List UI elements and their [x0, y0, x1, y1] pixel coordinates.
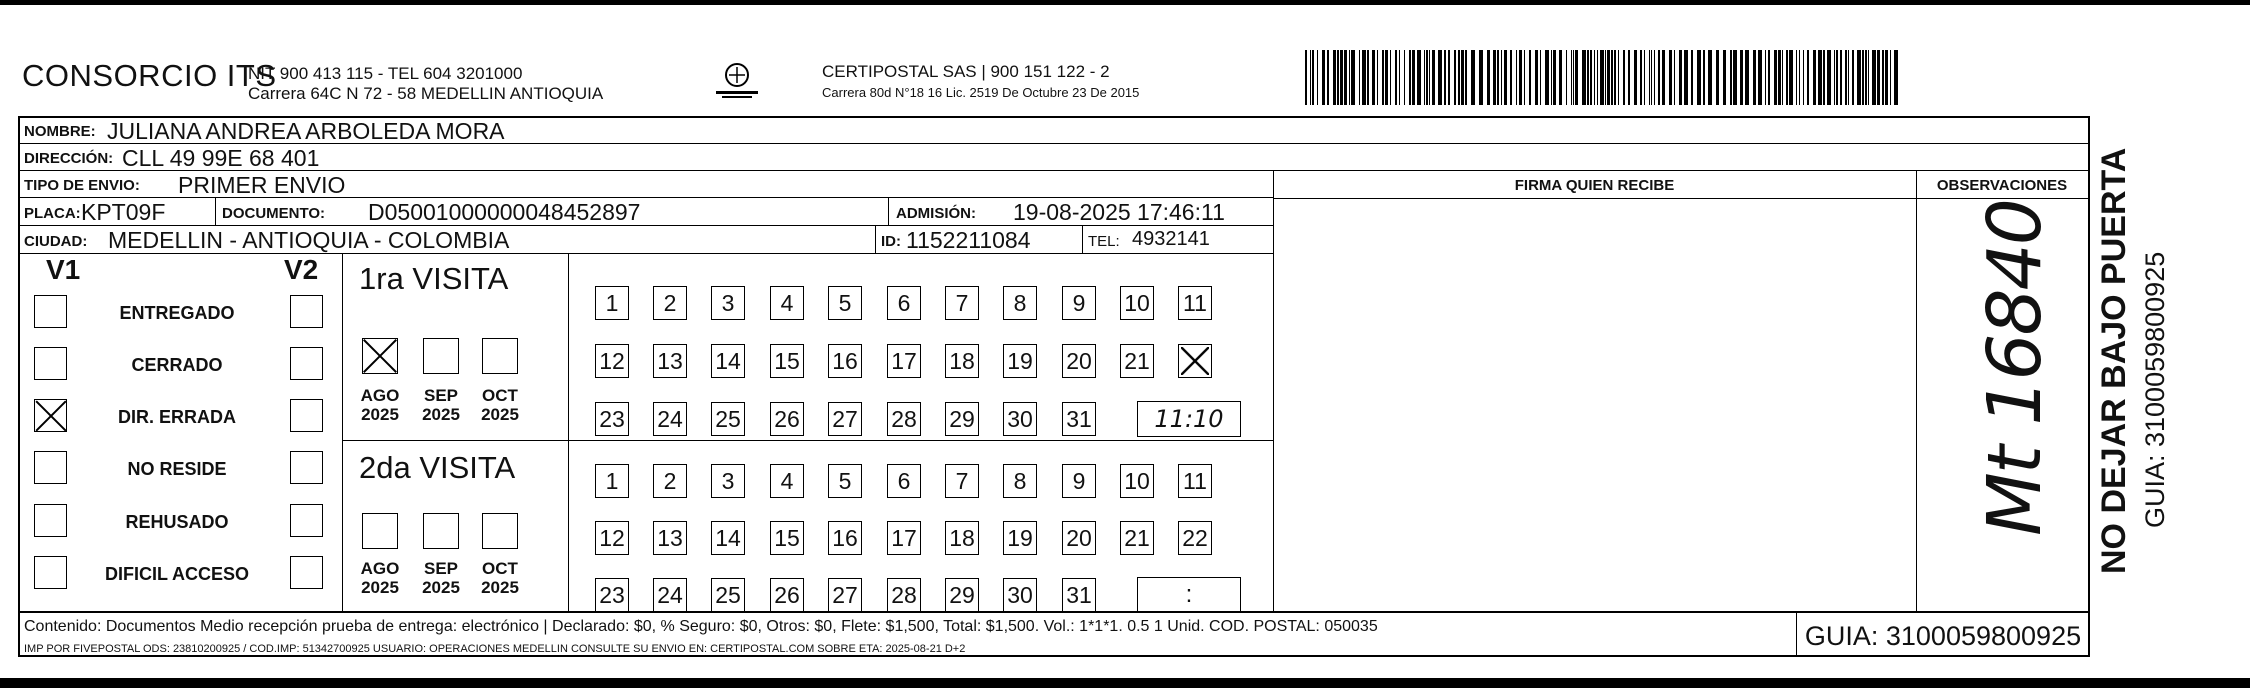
- barcode-bar: [1322, 50, 1325, 105]
- visit2-day-box[interactable]: 26: [770, 578, 804, 612]
- barcode-bar: [1813, 50, 1816, 105]
- status-label: CERRADO: [131, 355, 223, 375]
- barcode-bar: [1497, 50, 1499, 105]
- barcode-bar: [1786, 50, 1788, 105]
- barcode-bar: [1840, 50, 1842, 105]
- status-label: NO RESIDE: [127, 459, 227, 479]
- observaciones-header: OBSERVACIONES: [1936, 177, 2068, 194]
- visit2-day-box[interactable]: 14: [711, 521, 745, 555]
- barcode-bar: [1758, 50, 1762, 105]
- nombre-label: NOMBRE:: [24, 123, 96, 140]
- visit1-month-checkbox[interactable]: [482, 338, 518, 374]
- visit1-month-label: [414, 386, 468, 424]
- barcode-bar: [1658, 50, 1660, 105]
- barcode-bar: [1684, 50, 1688, 105]
- barcode-bar: [1444, 50, 1446, 105]
- month-year: 2025: [361, 405, 399, 424]
- barcode-bar: [1575, 50, 1578, 105]
- barcode-bar: [1740, 50, 1743, 105]
- visit2-day-box[interactable]: 18: [945, 521, 979, 555]
- visit1-day-box[interactable]: 5: [828, 286, 862, 320]
- v1-checkbox[interactable]: [34, 347, 67, 380]
- ciudad-value: MEDELLIN - ANTIOQUIA - COLOMBIA: [108, 227, 510, 253]
- visit2-day-box[interactable]: 30: [1003, 578, 1037, 612]
- visit2-day-box[interactable]: 29: [945, 578, 979, 612]
- barcode-bar: [1424, 50, 1425, 105]
- barcode-bar: [1337, 50, 1339, 105]
- v2-checkbox[interactable]: [290, 504, 323, 537]
- barcode-bar: [1327, 50, 1329, 105]
- visit1-day-box[interactable]: 24: [653, 402, 687, 436]
- visit1-day-box[interactable]: 2: [653, 286, 687, 320]
- observation-handwritten: Mt 16840: [1972, 200, 2058, 536]
- visit1-day-box[interactable]: 7: [945, 286, 979, 320]
- visit1-day-box[interactable]: 30: [1003, 402, 1037, 436]
- ciudad-label: CIUDAD:: [24, 233, 88, 250]
- barcode-bar: [1438, 50, 1442, 105]
- barcode-bar: [1857, 50, 1861, 105]
- barcode-bar: [1872, 50, 1876, 105]
- direccion-value: CLL 49 99E 68 401: [122, 145, 320, 171]
- barcode-bar: [1479, 50, 1483, 105]
- admision-label: ADMISIÓN:: [896, 205, 976, 222]
- visit2-day-box[interactable]: 23: [595, 578, 629, 612]
- barcode-bar: [1372, 50, 1375, 105]
- visit2-month-checkbox[interactable]: [482, 513, 518, 549]
- footer-contenido: Contenido: Documentos Medio recepción prueba de entrega: electrónico | Declarado: $0, % Seguro: $0, Otros: $0, Flete: $1,500, Total: $1,500. Vol.: 1*1*1. 0.5 1 Unid. COD. POSTAL: 050035: [24, 618, 1378, 635]
- barcode-bar: [1778, 50, 1781, 105]
- month-year: 2025: [361, 578, 399, 597]
- visit1-day-box[interactable]: 19: [1003, 344, 1037, 378]
- visit2-day-box[interactable]: 28: [887, 578, 921, 612]
- top-edge-line: [0, 0, 2250, 5]
- barcode-bar: [1516, 50, 1517, 105]
- visit2-day-box[interactable]: 21: [1120, 521, 1154, 555]
- barcode-bar: [1382, 50, 1384, 105]
- visit1-day-box[interactable]: 21: [1120, 344, 1154, 378]
- visit2-day-box[interactable]: 1: [595, 464, 629, 498]
- placa-label: PLACA:: [24, 205, 81, 222]
- visit2-title: 2da VISITA: [359, 450, 516, 485]
- barcode-bar: [1553, 50, 1556, 105]
- barcode-bar: [1894, 50, 1898, 105]
- visit2-day-box[interactable]: 25: [711, 578, 745, 612]
- visit2-day-box[interactable]: 27: [828, 578, 862, 612]
- visit1-day-box[interactable]: 14: [711, 344, 745, 378]
- tipo-label: TIPO DE ENVIO:: [24, 177, 140, 194]
- visit1-month-label: [473, 386, 527, 424]
- visit2-day-box[interactable]: 3: [711, 464, 745, 498]
- row-direccion: [20, 144, 2088, 171]
- partner-line: CERTIPOSTAL SAS | 900 151 122 - 2: [822, 62, 1110, 81]
- visit1-day-box[interactable]: 27: [828, 402, 862, 436]
- barcode-bar: [1362, 50, 1366, 105]
- status-label: ENTREGADO: [119, 303, 235, 323]
- barcode-bar: [1377, 50, 1378, 105]
- visit1-day-box[interactable]: 6: [887, 286, 921, 320]
- barcode-bar: [1524, 50, 1525, 105]
- month-name: OCT: [482, 559, 518, 578]
- visit1-day-box[interactable]: 4: [770, 286, 804, 320]
- month-name: SEP: [423, 386, 459, 405]
- barcode-bar: [1605, 50, 1606, 105]
- barcode-bar: [1634, 50, 1637, 105]
- visit2-day-box[interactable]: 2: [653, 464, 687, 498]
- nombre-value: JULIANA ANDREA ARBOLEDA MORA: [107, 118, 505, 144]
- barcode-bar: [1852, 50, 1854, 105]
- v2-header: V2: [284, 254, 319, 285]
- bottom-edge-line: [0, 678, 2250, 688]
- barcode-bar: [1409, 50, 1411, 105]
- barcode-bar: [1679, 50, 1682, 105]
- barcode-bar: [1628, 50, 1630, 105]
- visit1-month-checkbox[interactable]: [362, 338, 398, 374]
- visit2-day-box[interactable]: 9: [1062, 464, 1096, 498]
- barcode-bar: [1803, 50, 1804, 105]
- visit2-day-box[interactable]: 12: [595, 521, 629, 555]
- visit1-month-label: [353, 386, 407, 424]
- barcode-bar: [1559, 50, 1562, 105]
- visit1-day-box[interactable]: 11: [1178, 286, 1212, 320]
- visit1-day-box[interactable]: 8: [1003, 286, 1037, 320]
- barcode-bar: [1351, 50, 1355, 105]
- visit1-day-box[interactable]: 17: [887, 344, 921, 378]
- barcode: [1305, 50, 1900, 105]
- row-nombre: [20, 118, 2088, 144]
- barcode-bar: [1426, 50, 1428, 105]
- barcode-bar: [1768, 50, 1770, 105]
- barcode-bar: [1448, 50, 1450, 105]
- barcode-bar: [1399, 50, 1400, 105]
- row-placa: [20, 198, 1273, 226]
- v1-checkbox[interactable]: [34, 399, 67, 432]
- barcode-bar: [1799, 50, 1800, 105]
- v2-checkbox[interactable]: [290, 399, 323, 432]
- partner-info: [822, 62, 1139, 100]
- barcode-bar: [1519, 50, 1522, 105]
- barcode-bar: [1571, 50, 1572, 105]
- barcode-bar: [1487, 50, 1490, 105]
- barcode-bar: [1716, 50, 1719, 105]
- barcode-bar: [1573, 50, 1574, 105]
- barcode-bar: [1493, 50, 1496, 105]
- delivery-form: [18, 116, 2090, 657]
- barcode-bar: [1465, 50, 1467, 105]
- barcode-bar: [1312, 50, 1314, 105]
- v1-checkbox[interactable]: [34, 295, 67, 328]
- visit1-day-box[interactable]: 23: [595, 402, 629, 436]
- barcode-bar: [1344, 50, 1347, 105]
- visit2-day-box[interactable]: 17: [887, 521, 921, 555]
- barcode-bar: [1510, 50, 1512, 105]
- visit2-month-checkbox[interactable]: [362, 513, 398, 549]
- visit1-day-box[interactable]: 13: [653, 344, 687, 378]
- barcode-bar: [1454, 50, 1456, 105]
- barcode-bar: [1417, 50, 1421, 105]
- barcode-bar: [1390, 50, 1391, 105]
- visit2-day-box[interactable]: 11: [1178, 464, 1212, 498]
- barcode-bar: [1890, 50, 1891, 105]
- barcode-bar: [1708, 50, 1712, 105]
- visit1-title: 1ra VISITA: [359, 261, 509, 296]
- barcode-bar: [1868, 50, 1869, 105]
- visit2-day-box[interactable]: 13: [653, 521, 687, 555]
- barcode-bar: [1614, 50, 1616, 105]
- barcode-bar: [1845, 50, 1847, 105]
- barcode-bar: [1412, 50, 1415, 105]
- status-label: REHUSADO: [125, 512, 229, 532]
- visit2-month-label: [414, 559, 468, 597]
- barcode-bar: [1623, 50, 1625, 105]
- visit2-day-box[interactable]: 8: [1003, 464, 1037, 498]
- barcode-bar: [1600, 50, 1604, 105]
- barcode-bar: [1649, 50, 1650, 105]
- barcode-bar: [1662, 50, 1665, 105]
- barcode-bar: [1461, 50, 1464, 105]
- partner-license: Carrera 80d N°18 16 Lic. 2519 De Octubre 23 De 2015: [822, 85, 1140, 100]
- barcode-bar: [1796, 50, 1797, 105]
- status-label: DIR. ERRADA: [117, 407, 236, 427]
- visit2-day-box[interactable]: 16: [828, 521, 862, 555]
- month-name: SEP: [423, 559, 459, 578]
- barcode-bar: [1317, 50, 1318, 105]
- month-year: 2025: [422, 578, 460, 597]
- barcode-bar: [1654, 50, 1655, 105]
- barcode-bar: [1471, 50, 1475, 105]
- barcode-bar: [1551, 50, 1552, 105]
- barcode-bar: [1305, 50, 1307, 105]
- barcode-bar: [1432, 50, 1435, 105]
- barcode-bar: [1669, 50, 1672, 105]
- barcode-bar: [1540, 50, 1541, 105]
- tel-label: TEL:: [1088, 233, 1120, 250]
- company-brand: CONSORCIO ITS: [22, 58, 277, 93]
- barcode-bar: [1848, 50, 1849, 105]
- barcode-bar: [1834, 50, 1835, 105]
- visit2-day-box[interactable]: 4: [770, 464, 804, 498]
- barcode-bar: [1594, 50, 1595, 105]
- visit1-time-box[interactable]: 11:10: [1137, 401, 1241, 437]
- barcode-bar: [1885, 50, 1888, 105]
- visit2-day-box[interactable]: 19: [1003, 521, 1037, 555]
- barcode-bar: [1333, 50, 1336, 105]
- visit1-day-box[interactable]: 3: [711, 286, 745, 320]
- barcode-bar: [1535, 50, 1538, 105]
- v1-header: V1: [46, 254, 81, 285]
- barcode-bar: [1385, 50, 1388, 105]
- barcode-bar: [1429, 50, 1430, 105]
- footer-imp: IMP POR FIVEPOSTAL ODS: 23810200925 / COD.IMP: 51342700925 USUARIO: OPERACIONES MEDELLIN CONSULTE SU ENVIO EN: CERTIPOSTAL.COM SOBRE ETA: 2025-08-21 D+2: [24, 643, 966, 655]
- placa-value: KPT09F: [81, 199, 166, 225]
- visit1-day-box[interactable]: 12: [595, 344, 629, 378]
- visit2-month-label: [353, 559, 407, 597]
- barcode-bar: [1697, 50, 1701, 105]
- visit2-day-box[interactable]: 6: [887, 464, 921, 498]
- visit1-day-box[interactable]: 1: [595, 286, 629, 320]
- barcode-bar: [1566, 50, 1567, 105]
- barcode-bar: [1359, 50, 1360, 105]
- visit1-day-box[interactable]: [1178, 344, 1212, 378]
- barcode-bar: [1827, 50, 1831, 105]
- row-ciudad: [20, 226, 1273, 254]
- visit1-day-box[interactable]: 31: [1062, 402, 1096, 436]
- visit1-day-box[interactable]: 18: [945, 344, 979, 378]
- barcode-bar: [1730, 50, 1732, 105]
- month-year: 2025: [422, 405, 460, 424]
- visit2-day-box[interactable]: 22: [1178, 521, 1212, 555]
- barcode-bar: [1807, 50, 1809, 105]
- barcode-bar: [1789, 50, 1793, 105]
- visit1-month-checkbox[interactable]: [423, 338, 459, 374]
- footer-guia: GUIA: 3100059800925: [1804, 621, 2082, 651]
- v2-checkbox[interactable]: [290, 451, 323, 484]
- month-name: OCT: [482, 386, 518, 405]
- admision-value: 19-08-2025 17:46:11: [1013, 199, 1225, 225]
- barcode-bar: [1607, 50, 1610, 105]
- barcode-bar: [1597, 50, 1598, 105]
- barcode-bar: [1818, 50, 1822, 105]
- certipostal-logo-icon: [712, 60, 762, 100]
- v2-checkbox[interactable]: [290, 347, 323, 380]
- barcode-bar: [1618, 50, 1619, 105]
- visit2-time-box[interactable]: :: [1137, 577, 1241, 613]
- barcode-bar: [1674, 50, 1675, 105]
- barcode-bar: [1753, 50, 1756, 105]
- visit2-day-box[interactable]: 7: [945, 464, 979, 498]
- v1-checkbox[interactable]: [34, 556, 67, 589]
- documento-value: D05001000000048452897: [368, 199, 641, 225]
- barcode-bar: [1404, 50, 1405, 105]
- tipo-value: PRIMER ENVIO: [178, 172, 346, 198]
- visit2-day-box[interactable]: 5: [828, 464, 862, 498]
- visit2-day-box[interactable]: 10: [1120, 464, 1154, 498]
- barcode-bar: [1349, 50, 1350, 105]
- tel-value: 4932141: [1132, 228, 1210, 250]
- barcode-bar: [1691, 50, 1693, 105]
- visit1-day-box[interactable]: 20: [1062, 344, 1096, 378]
- visit1-day-box[interactable]: 28: [887, 402, 921, 436]
- barcode-bar: [1723, 50, 1726, 105]
- visit1-day-box[interactable]: 15: [770, 344, 804, 378]
- visit1-day-box[interactable]: 29: [945, 402, 979, 436]
- v2-checkbox[interactable]: [290, 556, 323, 589]
- barcode-bar: [1836, 50, 1838, 105]
- barcode-bar: [1865, 50, 1867, 105]
- visit1-day-box[interactable]: 10: [1120, 286, 1154, 320]
- barcode-bar: [1703, 50, 1705, 105]
- barcode-bar: [1587, 50, 1589, 105]
- month-name: AGO: [360, 386, 400, 405]
- visit2-month-checkbox[interactable]: [423, 513, 459, 549]
- id-label: ID:: [881, 233, 901, 250]
- barcode-bar: [1395, 50, 1397, 105]
- barcode-bar: [1823, 50, 1825, 105]
- visit1-day-box[interactable]: 26: [770, 402, 804, 436]
- side-guia: GUIA: 3100059800925: [2140, 251, 2170, 528]
- visit2-day-box[interactable]: 24: [653, 578, 687, 612]
- visit2-day-box[interactable]: 31: [1062, 578, 1096, 612]
- company-info: [248, 64, 603, 104]
- visit1-day-box[interactable]: 9: [1062, 286, 1096, 320]
- visit2-day-box[interactable]: 15: [770, 521, 804, 555]
- barcode-bar: [1882, 50, 1884, 105]
- barcode-bar: [1765, 50, 1766, 105]
- address-line: Carrera 64C N 72 - 58 MEDELLIN ANTIOQUIA: [248, 84, 604, 103]
- barcode-bar: [1590, 50, 1592, 105]
- barcode-bar: [1640, 50, 1642, 105]
- barcode-bar: [1504, 50, 1507, 105]
- visit1-day-box[interactable]: 16: [828, 344, 862, 378]
- visit1-day-box[interactable]: 25: [711, 402, 745, 436]
- nit-line: NIT 900 413 115 - TEL 604 3201000: [248, 64, 523, 83]
- month-year: 2025: [481, 578, 519, 597]
- barcode-bar: [1458, 50, 1460, 105]
- v1-checkbox[interactable]: [34, 504, 67, 537]
- barcode-bar: [1774, 50, 1777, 105]
- barcode-bar: [1877, 50, 1880, 105]
- visit2-day-box[interactable]: 20: [1062, 521, 1096, 555]
- barcode-bar: [1310, 50, 1311, 105]
- row-tipo: [20, 171, 1273, 198]
- visit2-month-label: [473, 559, 527, 597]
- barcode-bar: [1529, 50, 1531, 105]
- barcode-bar: [1582, 50, 1586, 105]
- barcode-bar: [1644, 50, 1645, 105]
- barcode-bar: [1782, 50, 1783, 105]
- barcode-bar: [1862, 50, 1864, 105]
- barcode-bar: [1745, 50, 1749, 105]
- barcode-bar: [1501, 50, 1502, 105]
- v2-checkbox[interactable]: [290, 295, 323, 328]
- barcode-bar: [1651, 50, 1652, 105]
- barcode-bar: [1340, 50, 1343, 105]
- v1-checkbox[interactable]: [34, 451, 67, 484]
- month-year: 2025: [481, 405, 519, 424]
- documento-label: DOCUMENTO:: [222, 205, 326, 222]
- barcode-bar: [1545, 50, 1549, 105]
- status-label: DIFICIL ACCESO: [104, 564, 249, 584]
- firma-header: FIRMA QUIEN RECIBE: [1514, 177, 1675, 194]
- id-value: 1152211084: [906, 227, 1031, 253]
- month-name: AGO: [360, 559, 400, 578]
- barcode-bar: [1611, 50, 1613, 105]
- side-warning: NO DEJAR BAJO PUERTA: [2095, 147, 2133, 574]
- barcode-bar: [1367, 50, 1369, 105]
- barcode-bar: [1733, 50, 1737, 105]
- direccion-label: DIRECCIÓN:: [24, 150, 114, 167]
